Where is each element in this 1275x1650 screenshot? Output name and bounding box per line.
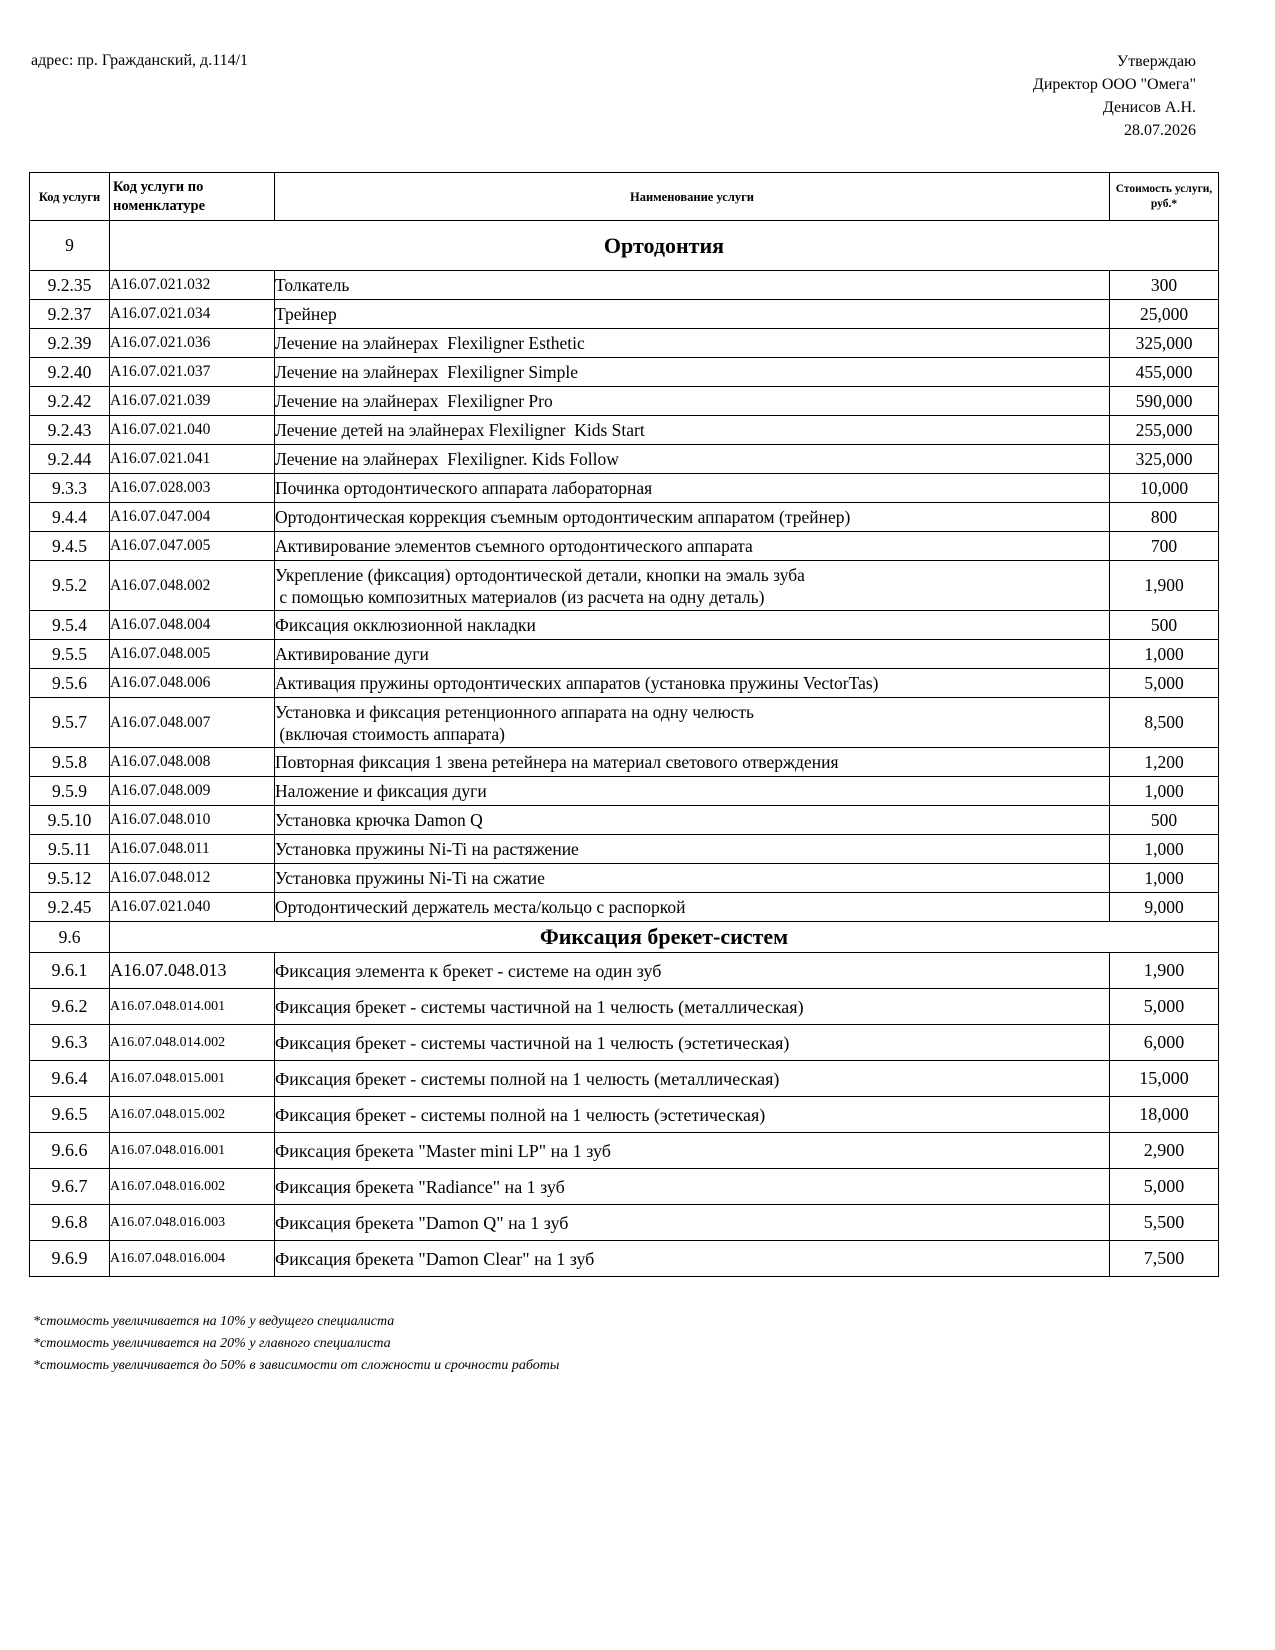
service-code: 9.6.8 xyxy=(30,1205,110,1241)
service-code: 9.2.40 xyxy=(30,358,110,387)
service-code: 9.2.39 xyxy=(30,329,110,358)
service-price: 590,000 xyxy=(1110,387,1219,416)
header-nomenclature: Код услуги по номенклатуре xyxy=(110,173,275,221)
header-name: Наименование услуги xyxy=(275,173,1110,221)
nomenclature-code: A16.07.048.012 xyxy=(110,864,275,893)
nomenclature-code: A16.07.021.041 xyxy=(110,445,275,474)
nomenclature-code: A16.07.048.004 xyxy=(110,611,275,640)
service-name xyxy=(275,1097,1110,1133)
table-row xyxy=(30,777,1219,806)
header-code: Код услуги xyxy=(30,173,110,221)
table-row xyxy=(30,698,1219,748)
table-body xyxy=(30,221,1219,1277)
table-row xyxy=(30,329,1219,358)
service-name-line: Фиксация брекета "Radiance" на 1 зуб xyxy=(275,1176,565,1197)
footnote: *стоимость увеличивается на 20% у главного специалиста xyxy=(33,1336,391,1351)
table-row xyxy=(30,989,1219,1025)
table-row xyxy=(30,503,1219,532)
nomenclature-code: A16.07.048.009 xyxy=(110,777,275,806)
nomenclature-code: A16.07.048.011 xyxy=(110,835,275,864)
service-name-line: Активирование дуги xyxy=(275,644,429,664)
service-name xyxy=(275,300,1110,329)
nomenclature-code: A16.07.048.007 xyxy=(110,698,275,748)
table-row xyxy=(30,416,1219,445)
service-name xyxy=(275,777,1110,806)
table-row xyxy=(30,1205,1219,1241)
service-name-line: Фиксация брекет - системы частичной на 1 челюсть (эстетическая) xyxy=(275,1032,790,1053)
service-name xyxy=(275,503,1110,532)
table-row xyxy=(30,387,1219,416)
service-name xyxy=(275,474,1110,503)
service-name xyxy=(275,561,1110,611)
service-name-line: Починка ортодонтического аппарата лабораторная xyxy=(275,478,653,498)
nomenclature-code: A16.07.028.003 xyxy=(110,474,275,503)
service-name xyxy=(275,1025,1110,1061)
service-code: 9.2.43 xyxy=(30,416,110,445)
nomenclature-code: A16.07.048.008 xyxy=(110,748,275,777)
table-row xyxy=(30,669,1219,698)
approval-line: Утверждаю xyxy=(1116,53,1196,70)
footnote: *стоимость увеличивается до 50% в зависимости от сложности и срочности работы xyxy=(33,1358,560,1373)
table-row xyxy=(30,474,1219,503)
address: адрес: пр. Гражданский, д.114/1 xyxy=(31,52,249,69)
service-code: 9.5.7 xyxy=(30,698,110,748)
service-price: 325,000 xyxy=(1110,445,1219,474)
table-row xyxy=(30,300,1219,329)
service-code: 9.2.35 xyxy=(30,271,110,300)
service-price: 1,000 xyxy=(1110,640,1219,669)
service-price: 255,000 xyxy=(1110,416,1219,445)
service-price: 6,000 xyxy=(1110,1025,1219,1061)
service-price: 1,000 xyxy=(1110,835,1219,864)
nomenclature-code: A16.07.021.040 xyxy=(110,893,275,922)
service-name xyxy=(275,748,1110,777)
service-name-line: Фиксация брекета "Master mini LP" на 1 зуб xyxy=(275,1140,611,1161)
table-row xyxy=(30,611,1219,640)
section-row xyxy=(30,221,1219,271)
service-name-line: Лечение на элайнерах Flexiligner Pro xyxy=(275,391,553,411)
service-name xyxy=(275,1133,1110,1169)
nomenclature-code: A16.07.047.005 xyxy=(110,532,275,561)
service-name xyxy=(275,387,1110,416)
nomenclature-code: A16.07.048.015.002 xyxy=(110,1097,275,1133)
approval-line: Денисов А.Н. xyxy=(1102,99,1196,116)
service-price: 7,500 xyxy=(1110,1241,1219,1277)
service-name xyxy=(275,1169,1110,1205)
service-name xyxy=(275,1241,1110,1277)
nomenclature-code: A16.07.048.002 xyxy=(110,561,275,611)
service-code: 9.5.9 xyxy=(30,777,110,806)
service-name-line: Лечение на элайнерах Flexiligner. Kids Follow xyxy=(275,449,619,469)
service-name-line: с помощью композитных материалов (из расчета на одну деталь) xyxy=(275,586,765,607)
nomenclature-code: A16.07.021.036 xyxy=(110,329,275,358)
service-name-line: Фиксация брекета "Damon Q" на 1 зуб xyxy=(275,1212,569,1233)
nomenclature-code: A16.07.048.014.001 xyxy=(110,989,275,1025)
service-price: 2,900 xyxy=(1110,1133,1219,1169)
service-name xyxy=(275,835,1110,864)
service-code: 9.2.44 xyxy=(30,445,110,474)
table-row xyxy=(30,1133,1219,1169)
nomenclature-code: A16.07.021.039 xyxy=(110,387,275,416)
section-title: Ортодонтия xyxy=(110,221,1219,271)
service-price: 325,000 xyxy=(1110,329,1219,358)
service-code: 9.6.2 xyxy=(30,989,110,1025)
service-name xyxy=(275,445,1110,474)
table-row xyxy=(30,561,1219,611)
service-code: 9.6.5 xyxy=(30,1097,110,1133)
service-price: 5,000 xyxy=(1110,1169,1219,1205)
service-name xyxy=(275,532,1110,561)
service-name xyxy=(275,864,1110,893)
service-code: 9.6.3 xyxy=(30,1025,110,1061)
section-title: Фиксация брекет-систем xyxy=(110,922,1219,953)
service-name xyxy=(275,1205,1110,1241)
table-row xyxy=(30,748,1219,777)
service-name-line: Фиксация брекет - системы полной на 1 челюсть (металлическая) xyxy=(275,1068,780,1089)
nomenclature-code: A16.07.021.032 xyxy=(110,271,275,300)
service-code: 9.5.4 xyxy=(30,611,110,640)
service-code: 9.5.10 xyxy=(30,806,110,835)
nomenclature-code: A16.07.048.005 xyxy=(110,640,275,669)
nomenclature-code: A16.07.048.016.004 xyxy=(110,1241,275,1277)
service-code: 9.2.45 xyxy=(30,893,110,922)
service-price: 1,200 xyxy=(1110,748,1219,777)
table-row xyxy=(30,1241,1219,1277)
header-price: Стоимость услуги, руб.* xyxy=(1110,173,1219,221)
service-price: 18,000 xyxy=(1110,1097,1219,1133)
table-row xyxy=(30,864,1219,893)
service-code: 9.3.3 xyxy=(30,474,110,503)
table-row xyxy=(30,1097,1219,1133)
service-name-line: Лечение на элайнерах Flexiligner Esthetic xyxy=(275,333,585,353)
footnote: *стоимость увеличивается на 10% у ведущего специалиста xyxy=(33,1314,395,1329)
service-name xyxy=(275,611,1110,640)
service-name xyxy=(275,640,1110,669)
service-name xyxy=(275,806,1110,835)
service-name-line: Фиксация брекет - системы полной на 1 челюсть (эстетическая) xyxy=(275,1104,766,1125)
service-name xyxy=(275,358,1110,387)
service-name xyxy=(275,329,1110,358)
service-name-line: Ортодонтический держатель места/кольцо с распоркой xyxy=(275,897,686,917)
nomenclature-code: A16.07.048.006 xyxy=(110,669,275,698)
service-name-line: Установка и фиксация ретенционного аппарата на одну челюсть xyxy=(275,701,755,722)
section-row xyxy=(30,922,1219,953)
service-code: 9.6.4 xyxy=(30,1061,110,1097)
service-price: 1,000 xyxy=(1110,777,1219,806)
table-row xyxy=(30,1061,1219,1097)
table-row xyxy=(30,271,1219,300)
table-row xyxy=(30,640,1219,669)
approval-block xyxy=(1033,50,1196,142)
service-price: 5,500 xyxy=(1110,1205,1219,1241)
service-name-line: Толкатель xyxy=(275,275,350,295)
service-code: 9.5.12 xyxy=(30,864,110,893)
service-price: 10,000 xyxy=(1110,474,1219,503)
table-row xyxy=(30,1169,1219,1205)
nomenclature-code: A16.07.048.014.002 xyxy=(110,1025,275,1061)
service-price: 25,000 xyxy=(1110,300,1219,329)
service-name-line: Укрепление (фиксация) ортодонтической детали, кнопки на эмаль зуба xyxy=(275,564,805,585)
service-name xyxy=(275,1061,1110,1097)
service-name-line: Трейнер xyxy=(275,304,337,324)
nomenclature-code: A16.07.021.040 xyxy=(110,416,275,445)
nomenclature-code: A16.07.048.010 xyxy=(110,806,275,835)
approval-line: Директор ООО "Омега" xyxy=(1032,76,1196,93)
service-code: 9.5.6 xyxy=(30,669,110,698)
service-name-line: (включая стоимость аппарата) xyxy=(275,723,505,744)
service-price: 800 xyxy=(1110,503,1219,532)
approval-date: 28.07.2026 xyxy=(1124,122,1196,139)
table-row xyxy=(30,893,1219,922)
service-price: 15,000 xyxy=(1110,1061,1219,1097)
service-name-line: Активирование элементов съемного ортодонтического аппарата xyxy=(275,536,753,556)
service-code: 9.6.7 xyxy=(30,1169,110,1205)
service-name xyxy=(275,893,1110,922)
price-table xyxy=(29,172,1219,1277)
nomenclature-code: A16.07.048.013 xyxy=(110,953,275,989)
service-code: 9.2.42 xyxy=(30,387,110,416)
service-name-line: Фиксация брекета "Damon Clear" на 1 зуб xyxy=(275,1248,595,1269)
table-row xyxy=(30,532,1219,561)
service-price: 1,900 xyxy=(1110,561,1219,611)
service-name xyxy=(275,989,1110,1025)
section-code: 9.6 xyxy=(30,922,110,953)
service-price: 300 xyxy=(1110,271,1219,300)
table-header-row xyxy=(30,173,1219,221)
service-price: 9,000 xyxy=(1110,893,1219,922)
service-code: 9.4.5 xyxy=(30,532,110,561)
service-name xyxy=(275,953,1110,989)
service-name-line: Установка пружины Ni-Ti на сжатие xyxy=(275,868,545,888)
service-name-line: Наложение и фиксация дуги xyxy=(275,781,487,801)
nomenclature-code: A16.07.048.015.001 xyxy=(110,1061,275,1097)
service-code: 9.6.6 xyxy=(30,1133,110,1169)
table-row xyxy=(30,445,1219,474)
table-row xyxy=(30,1025,1219,1061)
service-code: 9.5.2 xyxy=(30,561,110,611)
service-code: 9.2.37 xyxy=(30,300,110,329)
service-name-line: Активация пружины ортодонтических аппаратов (установка пружины VectorTas) xyxy=(275,673,879,693)
service-name-line: Повторная фиксация 1 звена ретейнера на материал светового отверждения xyxy=(275,752,839,772)
service-name-line: Лечение на элайнерах Flexiligner Simple xyxy=(275,362,578,382)
nomenclature-code: A16.07.048.016.001 xyxy=(110,1133,275,1169)
nomenclature-code: A16.07.021.034 xyxy=(110,300,275,329)
service-name-line: Фиксация окклюзионной накладки xyxy=(275,615,536,635)
service-price: 700 xyxy=(1110,532,1219,561)
footnotes xyxy=(33,1311,559,1377)
service-code: 9.6.9 xyxy=(30,1241,110,1277)
service-price: 5,000 xyxy=(1110,669,1219,698)
service-name xyxy=(275,669,1110,698)
service-name-line: Фиксация элемента к брекет - системе на один зуб xyxy=(275,960,662,981)
nomenclature-code: A16.07.021.037 xyxy=(110,358,275,387)
service-price: 1,900 xyxy=(1110,953,1219,989)
nomenclature-code: A16.07.048.016.003 xyxy=(110,1205,275,1241)
service-price: 500 xyxy=(1110,806,1219,835)
service-name-line: Ортодонтическая коррекция съемным ортодонтическим аппаратом (трейнер) xyxy=(275,507,851,527)
nomenclature-code: A16.07.047.004 xyxy=(110,503,275,532)
nomenclature-code: A16.07.048.016.002 xyxy=(110,1169,275,1205)
table-row xyxy=(30,953,1219,989)
service-code: 9.4.4 xyxy=(30,503,110,532)
service-code: 9.6.1 xyxy=(30,953,110,989)
service-price: 1,000 xyxy=(1110,864,1219,893)
service-price: 455,000 xyxy=(1110,358,1219,387)
service-name xyxy=(275,271,1110,300)
service-code: 9.5.11 xyxy=(30,835,110,864)
service-name-line: Установка крючка Damon Q xyxy=(275,810,483,830)
section-code: 9 xyxy=(30,221,110,271)
service-name-line: Установка пружины Ni-Ti на растяжение xyxy=(275,839,579,859)
service-name xyxy=(275,698,1110,748)
service-code: 9.5.8 xyxy=(30,748,110,777)
service-name xyxy=(275,416,1110,445)
table-row xyxy=(30,358,1219,387)
service-price: 8,500 xyxy=(1110,698,1219,748)
service-name-line: Фиксация брекет - системы частичной на 1 челюсть (металлическая) xyxy=(275,996,804,1017)
service-name-line: Лечение детей на элайнерах Flexiligner Kids Start xyxy=(275,420,645,440)
service-code: 9.5.5 xyxy=(30,640,110,669)
service-price: 500 xyxy=(1110,611,1219,640)
table-row xyxy=(30,835,1219,864)
service-price: 5,000 xyxy=(1110,989,1219,1025)
table-row xyxy=(30,806,1219,835)
